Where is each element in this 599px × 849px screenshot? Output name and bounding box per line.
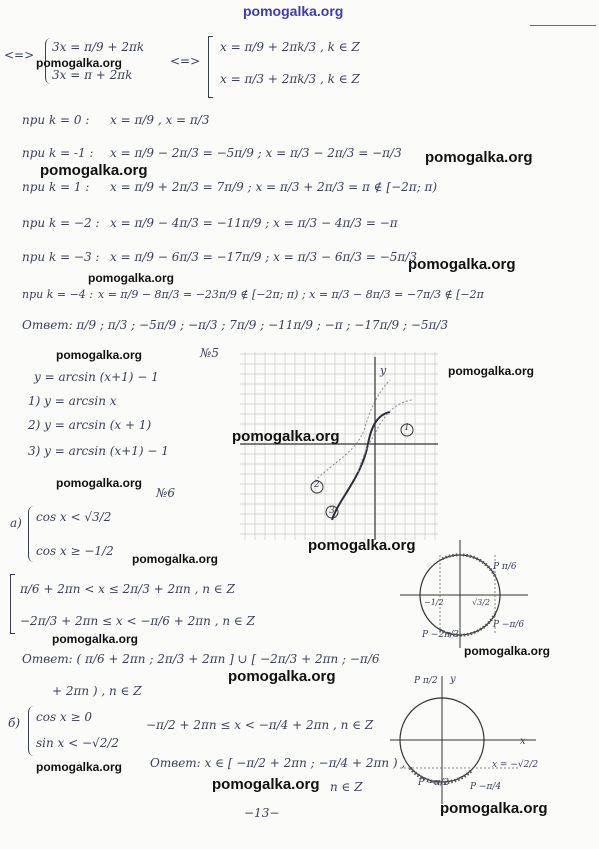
label-p-pi2: P π/2 (414, 676, 438, 686)
n6a-answer-cont: + 2πn ) , n ∈ Z (52, 684, 142, 698)
n5-number: №5 (200, 346, 219, 360)
graph-y-label: y (380, 364, 387, 377)
watermark: pomogalka.org (448, 364, 535, 378)
case-text: x = π/9 − 4π/3 = −11π/9 ; x = π/3 − 4π/3 = −π (110, 216, 398, 230)
system-right-row2: x = π/3 + 2πk/3 , k ∈ Z (220, 72, 360, 86)
case-label: при k = −3 : (22, 250, 100, 264)
system-left-row2: 3x = π + 2πk (52, 68, 133, 82)
n6b-sol: −π/2 + 2πn ≤ x < −π/4 + 2πn , n ∈ Z (146, 718, 374, 732)
case-text: x = π/9 − 8π/3 = −23π/9 ∉ [−2π; π) ; x = π/3 − 8π/3 = −7π/3 ∉ [−2π (98, 288, 484, 301)
equiv-arrow-1: <=> (4, 48, 35, 62)
watermark: pomogalka.org (52, 632, 139, 646)
n5-step3: 3) y = arcsin (x+1) − 1 (28, 444, 169, 458)
n6a-brace (28, 506, 35, 562)
label-p-neg-pi4: P −π/4 (470, 782, 502, 792)
case-label: при k = -1 : (22, 146, 94, 160)
n6a-solution-bracket (10, 574, 15, 634)
n6a-answer: Ответ: ( π/6 + 2πn ; 2π/3 + 2πn ] ∪ [ −2π/3 + 2πn ; −π/6 (22, 652, 380, 666)
n6a-ineq2: cos x ≥ −1/2 (36, 544, 114, 558)
n5-step1: 1) y = arcsin x (28, 394, 117, 408)
n6b-ineq1: cos x ≥ 0 (36, 710, 93, 724)
watermark: pomogalka.org (425, 149, 533, 166)
n6-number: №6 (156, 486, 175, 500)
equiv-arrow-2: <=> (170, 54, 201, 68)
label-sqrt3-half: √3/2 (472, 598, 490, 607)
watermark: pomogalka.org (228, 668, 336, 685)
n6a-sol1: π/6 + 2πn < x ≤ 2π/3 + 2πn , n ∈ Z (20, 582, 235, 596)
system-left-row1: 3x = π/9 + 2πk (52, 40, 145, 54)
label-p-neg-2pi3: P −2π/3 (422, 630, 459, 640)
n6a-sol2: −2π/3 + 2πn ≤ x < −π/6 + 2πn , n ∈ Z (20, 614, 255, 628)
n6b-ineq2: sin x < −√2/2 (36, 736, 120, 750)
top-watermark: pomogalka.org (243, 3, 344, 19)
case-text: x = π/9 − 6π/3 = −17π/9 ; x = π/3 − 6π/3 = −5π/3 (110, 250, 417, 264)
label-x-neg-sqrt2-half: x = −√2/2 (492, 760, 539, 770)
case-label: при k = 1 : (22, 180, 90, 194)
n6b-brace (28, 706, 35, 756)
n5-equation: y = arcsin (x+1) − 1 (34, 370, 159, 384)
system-right-row1: x = π/9 + 2πk/3 , k ∈ Z (220, 40, 360, 54)
n6b-answer-cont: n ∈ Z (330, 780, 363, 794)
label-axis-y: y (450, 674, 456, 685)
unit-circle-a (400, 540, 530, 650)
watermark: pomogalka.org (408, 256, 516, 273)
watermark: pomogalka.org (440, 800, 548, 817)
graph-mark-1: 1 (404, 423, 410, 433)
answer-1: Ответ: π/9 ; π/3 ; −5π/9 ; −π/3 ; 7π/9 ; −11π/9 ; −π ; −17π/9 ; −5π/3 (22, 318, 449, 332)
watermark: pomogalka.org (212, 776, 320, 793)
graph-mark-2: 2 (314, 480, 320, 490)
watermark: pomogalka.org (36, 760, 123, 774)
n5-step2: 2) y = arcsin (x + 1) (28, 418, 152, 432)
unit-circle-b (390, 676, 540, 806)
page-number: −13− (244, 806, 280, 820)
label-p-neg-pi6: P −π/6 (493, 620, 525, 630)
label-p-pi6: P π/6 (493, 562, 517, 572)
case-text: x = π/9 , x = π/3 (110, 113, 210, 127)
watermark: pomogalka.org (132, 552, 219, 566)
n6a-label: а) (10, 516, 22, 530)
watermark: pomogalka.org (308, 537, 416, 554)
top-rule (530, 25, 596, 26)
case-label: при k = −2 : (22, 216, 100, 230)
case-label: при k = −4 : (22, 288, 94, 301)
case-text: x = π/9 − 2π/3 = −5π/9 ; x = π/3 − 2π/3 = −π/3 (110, 146, 402, 160)
n6a-ineq1: cos x < √3/2 (36, 510, 112, 524)
graph-mark-3: 3 (329, 506, 335, 516)
case-text: x = π/9 + 2π/3 = 7π/9 ; x = π/3 + 2π/3 = π ∉ [−2π; π) (110, 180, 438, 194)
case-label: при k = 0 : (22, 113, 90, 127)
watermark: pomogalka.org (56, 348, 143, 362)
watermark: pomogalka.org (56, 476, 143, 490)
label-p-neg-pi2: P −π/2 (418, 778, 450, 788)
watermark: pomogalka.org (40, 162, 148, 179)
graph-grid (240, 352, 440, 542)
label-neg-half: −1/2 (424, 598, 444, 607)
label-axis-x: x (520, 736, 526, 747)
watermark: pomogalka.org (88, 271, 175, 285)
system-bracket-right (208, 36, 213, 98)
watermark: pomogalka.org (232, 428, 340, 445)
n6b-answer: Ответ: x ∈ [ −π/2 + 2πn ; −π/4 + 2πn ) , (150, 756, 406, 770)
watermark: pomogalka.org (464, 644, 551, 658)
n6b-label: б) (8, 716, 21, 730)
watermark: pomogalka.org (36, 56, 123, 70)
